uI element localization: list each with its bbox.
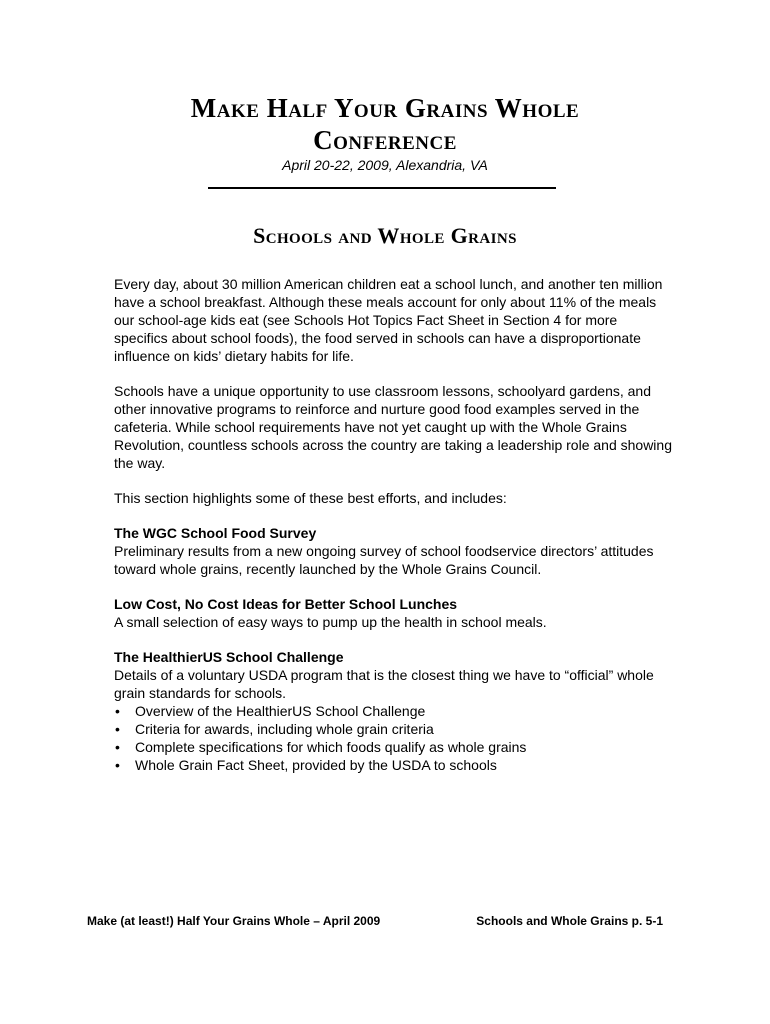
item-low-cost-ideas <box>114 595 674 631</box>
item-text: Details of a voluntary USDA program that is the closest thing we have to “official” whole grain standards for schools. <box>114 667 654 701</box>
bullet-icon: • <box>115 721 120 737</box>
bullet-list <box>114 702 674 774</box>
item-heading: The HealthierUS School Challenge <box>114 649 344 665</box>
body-content <box>114 275 674 791</box>
bullet-icon: • <box>115 739 120 755</box>
list-item-text: Complete specifications for which foods qualify as whole grains <box>135 739 527 755</box>
footer-left: Make (at least!) Half Your Grains Whole – April 2009 <box>87 914 381 928</box>
list-item <box>114 702 674 720</box>
item-school-food-survey <box>114 524 674 578</box>
list-item <box>114 738 674 756</box>
page-subtitle: April 20-22, 2009, Alexandria, VA <box>282 157 488 173</box>
page-title <box>60 92 710 156</box>
list-item <box>114 720 674 738</box>
item-text: Preliminary results from a new ongoing survey of school foodservice directors’ attitudes toward whole grains, recently launched by the Whole Grains Council. <box>114 543 654 577</box>
item-healthierus-challenge <box>114 648 674 774</box>
item-heading: Low Cost, No Cost Ideas for Better School Lunches <box>114 596 458 612</box>
intro-paragraph-2: Schools have a unique opportunity to use classroom lessons, schoolyard gardens, and other innovative programs to reinforce and nurture good food examples served in the cafeteria. While school requirements have not yet caught up with the Whole Grains Revolution, countless schools across the country are taking a leadership role and showing the way. <box>114 383 672 471</box>
title-line-2: Conference <box>313 125 457 155</box>
list-item-text: Whole Grain Fact Sheet, provided by the USDA to schools <box>135 757 497 773</box>
list-item <box>114 756 674 774</box>
title-line-1: Make Half Your Grains Whole <box>190 93 580 123</box>
list-item-text: Criteria for awards, including whole grain criteria <box>135 721 434 737</box>
intro-paragraph-3: This section highlights some of these best efforts, and includes: <box>114 490 507 506</box>
intro-paragraph-1: Every day, about 30 million American children eat a school lunch, and another ten million have a school breakfast. Although these meals account for only about 11% of the meals our school-age kids eat (see Schools Hot Topics Fact Sheet in Section 4 for more specifics about school foods), the food served in schools can have a disproportionate influence on kids’ dietary habits for life. <box>114 276 663 364</box>
footer-right: Schools and Whole Grains p. 5-1 <box>476 914 663 928</box>
item-text: A small selection of easy ways to pump up the health in school meals. <box>114 614 547 630</box>
section-title: Schools and Whole Grains <box>253 223 517 248</box>
bullet-icon: • <box>115 703 120 719</box>
item-heading: The WGC School Food Survey <box>114 525 317 541</box>
bullet-icon: • <box>115 757 120 773</box>
title-divider <box>208 187 556 189</box>
list-item-text: Overview of the HealthierUS School Challenge <box>135 703 426 719</box>
